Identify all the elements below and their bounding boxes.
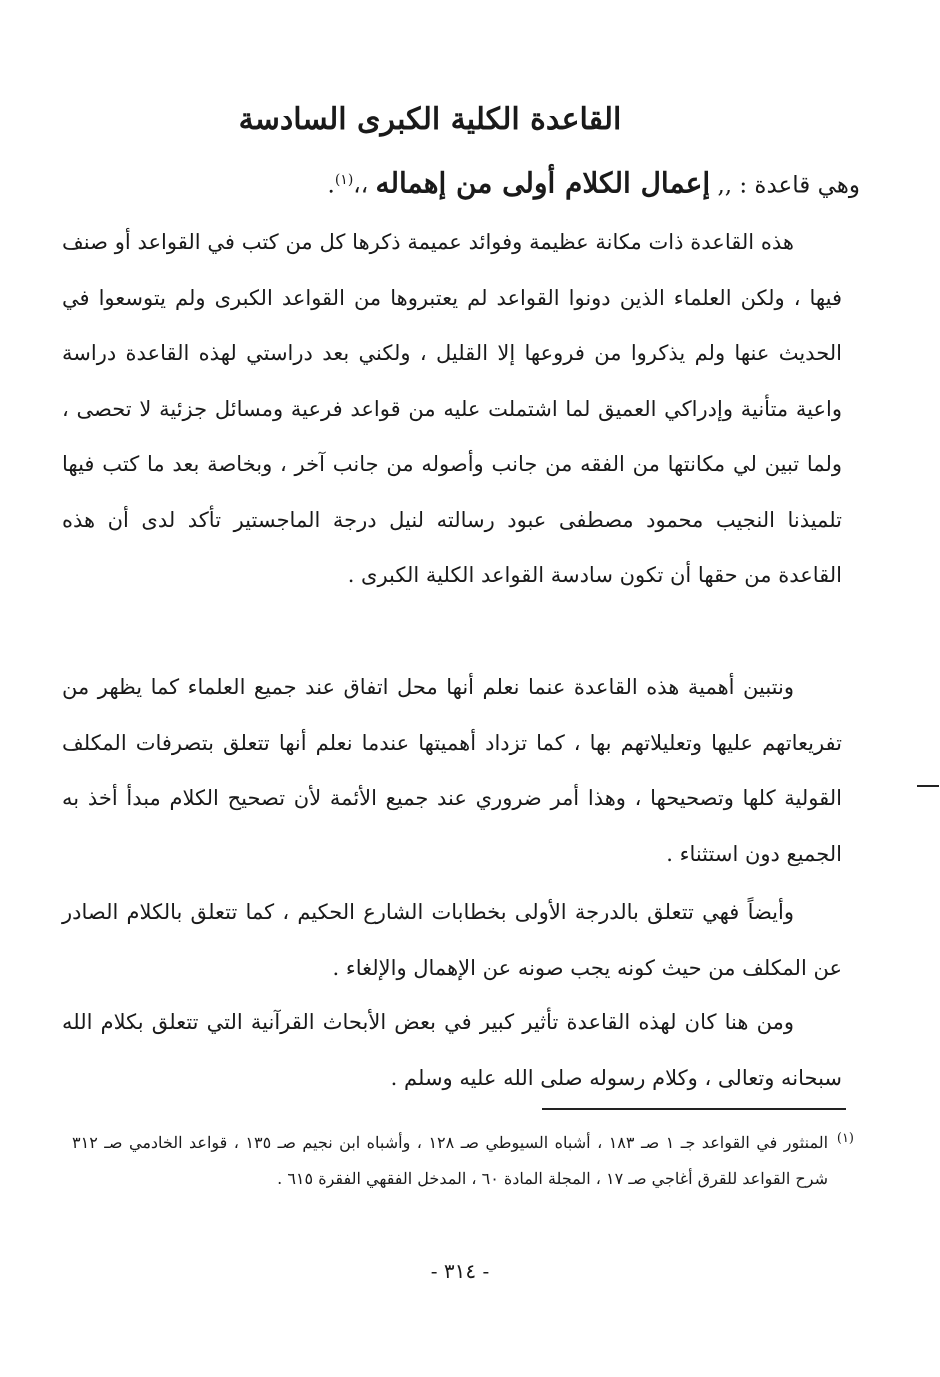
margin-mark: [917, 785, 939, 787]
paragraph-quranic-research: [62, 995, 842, 1106]
paragraph-text: هذه القاعدة ذات مكانة عظيمة وفوائد عميمة ذكرها كل من كتب في القواعد أو صنف فيها ، ولكن العلماء الذين دونوا القواعد لم يعتبروها من القواعد الكبرى ولم يتوسعوا في الحديث عنها ولم يذكروا من فروعها إلا القليل ، ولكني بعد دراستي لهذه القاعدة دراسة واعية متأنية وإدراكي العميق لما اشتملت عليه من قواعد فرعية ومسائل جزئية لا تحصى ، ولما تبين لي مكانتها من الفقه من جانب وأصوله من جانب آخر ، وبخاصة بعد ما كتب فيها تلميذنا النجيب محمود مصطفى عبود رسالته لنيل درجة الماجستير تأكد لدى أن هذه القاعدة من حقها أن تكون سادسة القواعد الكلية الكبرى .: [62, 230, 842, 587]
footnote-separator: [542, 1108, 846, 1110]
rule-statement: [240, 158, 860, 208]
footnote-text: المنثور في القواعد جـ ١ صـ ١٨٣ ، أشباه السيوطي صـ ١٢٨ ، وأشباه ابن نجيم صـ ١٣٥ ، قواعد الخادمي صـ ٣١٢ شرح القواعد للقرق أغاجي صـ ١٧ ، المجلة المادة ٦٠ ، المدخل الفقهي الفقرة ٦١٥ .: [72, 1133, 829, 1188]
paragraph-importance: [62, 660, 842, 882]
page-title: القاعدة الكلية الكبرى السادسة: [238, 102, 622, 137]
paragraph-text: ونتبين أهمية هذه القاعدة عنما نعلم أنها محل اتفاق عند جميع العلماء كما يظهر من تفريعاتهم عليها وتعليلاتهم بها ، كما تزداد أهميتها عندما نعلم أنها تتعلق بتصرفات المكلف القولية كلها وتصحيحها ، وهذا أمر ضروري عند جميع الأئمة لأن تصحيح الكلام مبدأ أخذ به الجميع دون استثناء .: [62, 675, 842, 866]
footnote-reference[interactable]: (١): [334, 172, 354, 188]
footnote: [72, 1125, 854, 1197]
rule-suffix: ،،: [353, 172, 369, 199]
paragraph-legislator-speech: [62, 885, 842, 996]
page-number: - ٣١٤ -: [430, 1259, 490, 1283]
rule-prefix: وهي قاعدة : ,,: [717, 172, 860, 199]
paragraph-text: ومن هنا كان لهذه القاعدة تأثير كبير في بعض الأبحاث القرآنية التي تتعلق بكلام الله سبحانه وتعالى ، وكلام رسوله صلى الله عليه وسلم .: [62, 1010, 842, 1090]
paragraph-text: وأيضاً فهي تتعلق بالدرجة الأولى بخطابات الشارع الحكيم ، كما تتعلق بالكلام الصادر عن المكلف من حيث كونه يجب صونه عن الإهمال والإلغاء .: [62, 900, 842, 980]
rule-end: .: [327, 172, 335, 199]
rule-text: إعمال الكلام أولى من إهماله: [375, 166, 711, 200]
footnote-mark: (١): [836, 1131, 854, 1146]
paragraph-significance: [62, 215, 842, 604]
